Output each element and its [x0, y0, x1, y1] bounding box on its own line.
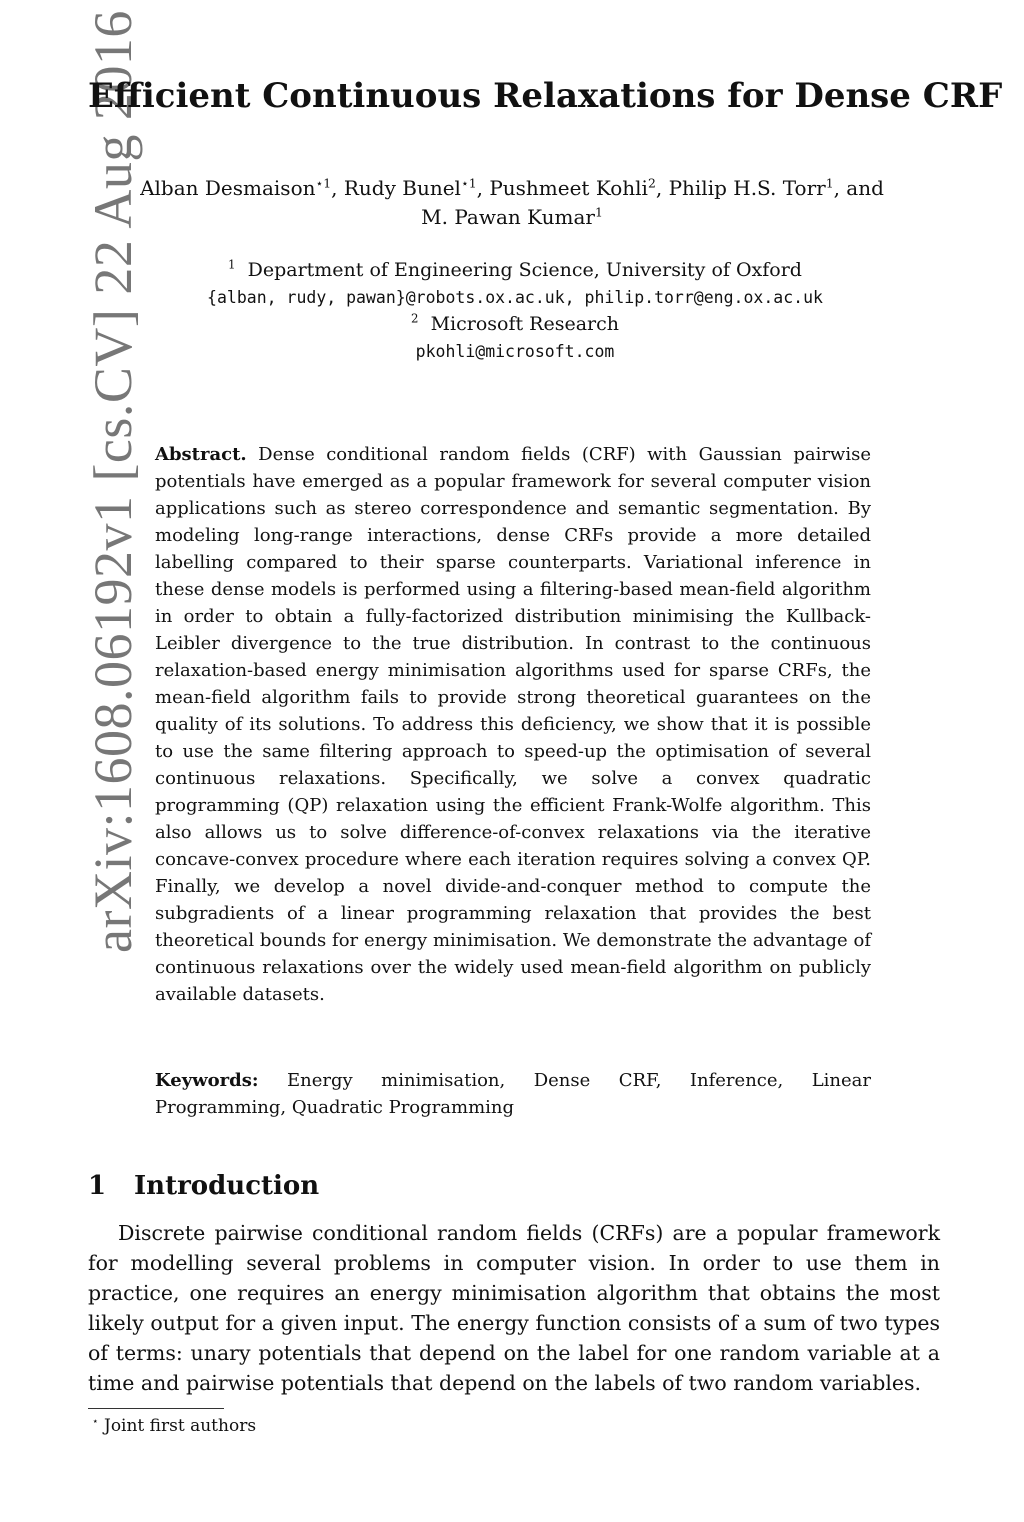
author-name: Philip H.S. Torr	[668, 176, 826, 200]
author-superscript: ⋆1	[315, 175, 332, 191]
author-superscript: 2	[647, 175, 656, 191]
oxford-emails: {alban, rudy, pawan}@robots.ox.ac.uk, philip.torr@eng.ox.ac.uk	[207, 288, 823, 307]
arxiv-identifier-sidebar: arXiv:1608.06192v1 [cs.CV] 22 Aug 2016	[83, 10, 143, 953]
footnote-text: Joint first authors	[104, 1416, 257, 1436]
keywords-label: Keywords:	[155, 1070, 259, 1091]
affiliation-oxford	[130, 257, 900, 284]
abstract	[155, 441, 871, 1008]
author-superscript: 1	[594, 204, 603, 220]
footnote-rule	[88, 1408, 224, 1409]
affiliation-microsoft-name: Microsoft Research	[430, 313, 620, 335]
footnote	[92, 1416, 256, 1436]
microsoft-email: pkohli@microsoft.com	[415, 342, 615, 361]
author-superscript: 1	[825, 175, 834, 191]
author-superscript: ⋆1	[460, 175, 477, 191]
keywords-text: Energy minimisation, Dense CRF, Inference, Linear Programming, Quadratic Programming	[155, 1070, 871, 1118]
affiliations	[130, 257, 900, 365]
author-name: M. Pawan Kumar	[421, 205, 595, 229]
paper-title: Efficient Continuous Relaxations for Dense CRF	[88, 76, 1003, 116]
section-heading	[88, 1171, 319, 1201]
section-number: 1	[88, 1171, 107, 1201]
author-name: Alban Desmaison	[140, 176, 316, 200]
author-list: Alban Desmaison$^{⋆1}$, Rudy Bunel$^{⋆1}$, Pushmeet Kohli$^2$, Philip H.S. Torr$^1$, and M. Pawan Kumar$^1$	[140, 175, 884, 229]
section-title: Introduction	[134, 1171, 320, 1201]
keywords	[155, 1067, 871, 1121]
author-conjunction: , and	[833, 176, 884, 200]
abstract-text: Dense conditional random fields (CRF) with Gaussian pairwise potentials have emerged as a popular framework for several computer vision applications such as stereo correspondence and semantic segmentation. By modeling long-range interactions, dense CRFs provide a more detailed labelling compared to their sparse counterparts. Variational inference in these dense models is performed using a filtering-based mean-field algorithm in order to obtain a fully-factorized distribution minimising the Kullback-Leibler divergence to the true distribution. In contrast to the continuous relaxation-based energy minimisation algorithms used for sparse CRFs, the mean-field algorithm fails to provide strong theoretical guarantees on the quality of its solutions. To address this deficiency, we show that it is possible to use the same filtering approach to speed-up the optimisation of several continuous relaxations. Specifically, we solve a convex quadratic programming (QP) relaxation using the efficient Frank-Wolfe algorithm. This also allows us to solve difference-of-convex relaxations via the iterative concave-convex procedure where each iteration requires solving a convex QP. Finally, we develop a novel divide-and-conquer method to compute the subgradients of a linear programming relaxation that provides the best theoretical bounds for energy minimisation. We demonstrate the advantage of continuous relaxations over the widely used mean-field algorithm on publicly available datasets.	[155, 444, 871, 1005]
footnote-mark: ⋆	[92, 1415, 99, 1428]
introduction-paragraph: Discrete pairwise conditional random fields (CRFs) are a popular framework for modelling several problems in computer vision. In order to use them in practice, one requires an energy minimisation algorithm that obtains the most likely output for a given input. The energy function consists of a sum of two types of terms: unary potentials that depend on the label for one random variable at a time and pairwise potentials that depend on the labels of two random variables.	[88, 1221, 940, 1395]
author-name: Rudy Bunel	[343, 176, 461, 200]
affiliation-microsoft	[130, 311, 900, 338]
affiliation-marker: 1	[228, 257, 236, 272]
affiliation-oxford-name: Department of Engineering Science, University of Oxford	[247, 259, 802, 281]
affiliation-marker: 2	[410, 311, 419, 326]
author-name: Pushmeet Kohli	[489, 176, 648, 200]
abstract-label: Abstract.	[155, 444, 247, 465]
